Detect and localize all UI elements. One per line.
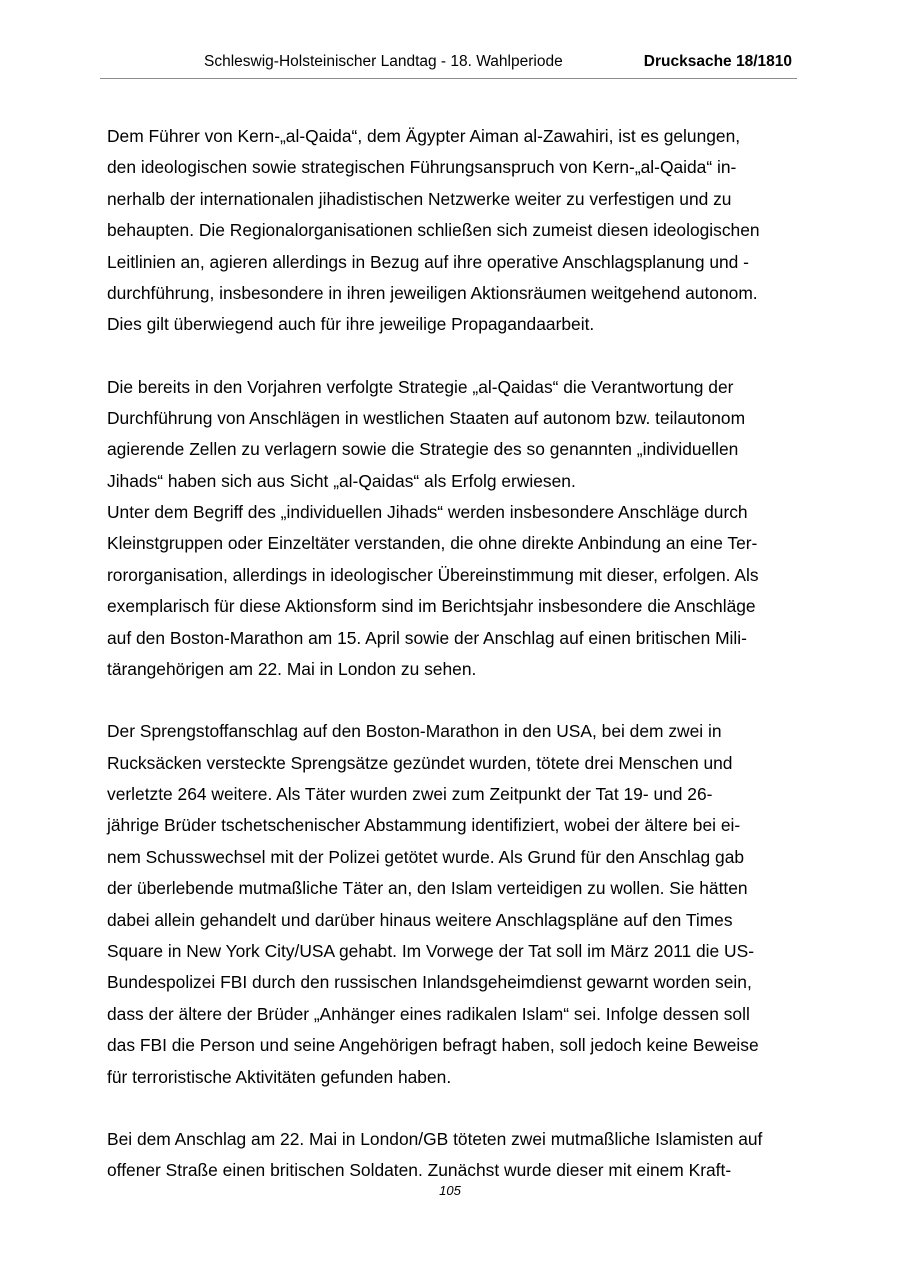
text-line: Square in New York City/USA gehabt. Im Vorwege der Tat soll im März 2011 die US- bbox=[107, 940, 754, 961]
text-line: für terroristische Aktivitäten gefunden haben. bbox=[107, 1066, 452, 1087]
paragraph-3 bbox=[107, 716, 797, 1093]
paragraph-spacer bbox=[107, 685, 797, 716]
text-line: Jihads“ haben sich aus Sicht „al-Qaidas“ als Erfolg erwiesen. bbox=[107, 470, 576, 491]
text-line: den ideologischen sowie strategischen Führungsanspruch von Kern-„al-Qaida“ in- bbox=[107, 157, 737, 178]
text-line: Leitlinien an, agieren allerdings in Bezug auf ihre operative Anschlagsplanung und - bbox=[107, 251, 749, 272]
text-line: jährige Brüder tschetschenischer Abstammung identifiziert, wobei der ältere bei ei- bbox=[107, 815, 741, 836]
text-line: rororganisation, allerdings in ideologischer Übereinstimmung mit dieser, erfolgen. Als bbox=[107, 564, 759, 585]
text-line: das FBI die Person und seine Angehörigen befragt haben, soll jedoch keine Beweise bbox=[107, 1035, 759, 1056]
text-line: Der Sprengstoffanschlag auf den Boston-Marathon in den USA, bei dem zwei in bbox=[107, 721, 722, 742]
text-line: dabei allein gehandelt und darüber hinaus weitere Anschlagspläne auf den Times bbox=[107, 909, 733, 930]
text-line: agierende Zellen zu verlagern sowie die Strategie des so genannten „individuellen bbox=[107, 439, 739, 460]
body-text bbox=[107, 121, 797, 1187]
paragraph-spacer bbox=[107, 341, 797, 372]
text-line: nem Schusswechsel mit der Polizei getötet wurde. Als Grund für den Anschlag gab bbox=[107, 846, 745, 867]
text-line: dass der ältere der Brüder „Anhänger eines radikalen Islam“ sei. Infolge dessen soll bbox=[107, 1003, 750, 1024]
text-line: Bei dem Anschlag am 22. Mai in London/GB töteten zwei mutmaßliche Islamisten auf bbox=[107, 1128, 763, 1149]
text-line: Dem Führer von Kern-„al-Qaida“, dem Ägypter Aiman al-Zawahiri, ist es gelungen, bbox=[107, 126, 741, 146]
text-line: der überlebende mutmaßliche Täter an, den Islam verteidigen zu wollen. Sie hätten bbox=[107, 878, 748, 899]
paragraph-spacer bbox=[107, 1093, 797, 1124]
text-line: Dies gilt überwiegend auch für ihre jeweilige Propagandaarbeit. bbox=[107, 314, 595, 335]
text-line: offener Straße einen britischen Soldaten. Zunächst wurde dieser mit einem Kraft- bbox=[107, 1160, 732, 1181]
document-number: Drucksache 18/1810 bbox=[643, 53, 792, 70]
text-line: nerhalb der internationalen jihadistischen Netzwerke weiter zu verfestigen und zu bbox=[107, 188, 732, 209]
text-line: Rucksäcken versteckte Sprengsätze gezündet wurden, tötete drei Menschen und bbox=[107, 752, 733, 773]
paragraph-2 bbox=[107, 372, 797, 686]
text-line: behaupten. Die Regionalorganisationen schließen sich zumeist diesen ideologischen bbox=[107, 220, 760, 241]
header-title: Schleswig-Holsteinischer Landtag - 18. Wahlperiode bbox=[204, 53, 563, 70]
text-line: Durchführung von Anschlägen in westlichen Staaten auf autonom bzw. teilautonom bbox=[107, 407, 746, 428]
text-line: auf den Boston-Marathon am 15. April sowie der Anschlag auf einen britischen Mili- bbox=[107, 627, 747, 648]
text-line: verletzte 264 weitere. Als Täter wurden zwei zum Zeitpunkt der Tat 19- und 26- bbox=[107, 784, 713, 805]
text-line: Unter dem Begriff des „individuellen Jihads“ werden insbesondere Anschläge durch bbox=[107, 502, 748, 523]
text-line: Bundespolizei FBI durch den russischen Inlandsgeheimdienst gewarnt worden sein, bbox=[107, 972, 752, 993]
text-line: Kleinstgruppen oder Einzeltäter verstanden, die ohne direkte Anbindung an eine Ter- bbox=[107, 533, 758, 554]
text-line: Die bereits in den Vorjahren verfolgte Strategie „al-Qaidas“ die Verantwortung der bbox=[107, 376, 734, 397]
text-line: tärangehörigen am 22. Mai in London zu sehen. bbox=[107, 659, 477, 680]
paragraph-4 bbox=[107, 1124, 797, 1187]
text-line: durchführung, insbesondere in ihren jeweiligen Aktionsräumen weitgehend autonom. bbox=[107, 282, 758, 303]
paragraph-1 bbox=[107, 121, 797, 341]
page-header bbox=[100, 52, 797, 79]
page-number: 105 bbox=[439, 1183, 461, 1198]
text-line: exemplarisch für diese Aktionsform sind im Berichtsjahr insbesondere die Anschläge bbox=[107, 596, 756, 617]
